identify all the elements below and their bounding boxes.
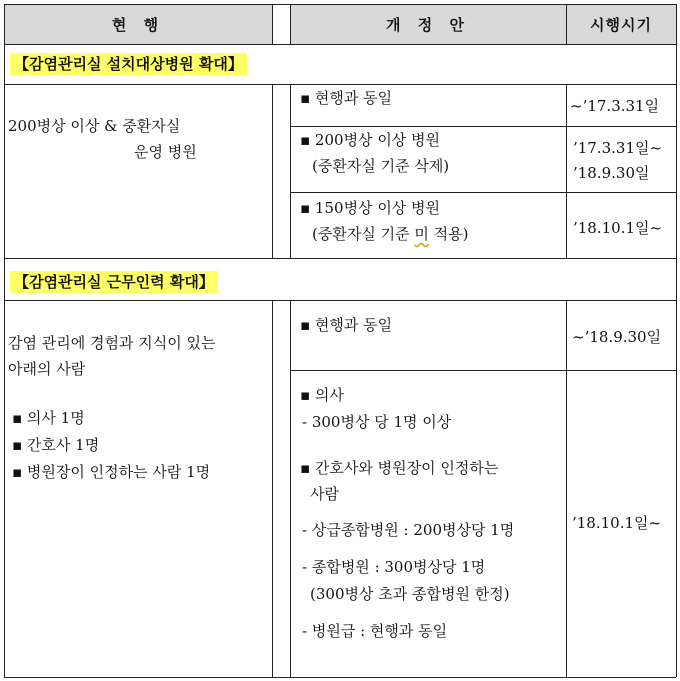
section1-row3-line1: ▪ 150병상 이상 병원 [300, 199, 441, 217]
section2-row1-date: ~’18.9.30일 [572, 328, 662, 346]
border-right [676, 4, 677, 677]
section2-row2-nurse-line1: ▪ 간호사와 병원장이 인정하는 [300, 459, 499, 477]
section2-row1-line1: ▪ 현행과 동일 [300, 316, 393, 334]
border-current-right-s2 [272, 300, 273, 677]
section2-row2-date: ’18.10.1일~ [572, 514, 662, 532]
section2-current-item2: ▪ 간호사 1명 [12, 436, 100, 454]
border-current-right-s1 [272, 84, 273, 258]
section2-row2-doctor: ▪ 의사 [300, 386, 344, 404]
section2-row2-sub2: - 종합병원 : 300병상당 1명 [302, 558, 486, 576]
header-current: 현 행 [4, 4, 272, 44]
border-effective-left-s2 [566, 300, 567, 677]
border-left [4, 4, 5, 677]
border-proposed-left-s2 [290, 300, 291, 677]
border-sec2-title-bottom [4, 300, 676, 301]
section2-row2-sub3: - 병원급 : 현행과 동일 [302, 622, 448, 640]
section1-row2-line2: (중환자실 기준 삭제) [312, 157, 450, 175]
border-proposed-left-s1 [290, 84, 291, 258]
section1-row3-date: ’18.10.1일~ [573, 219, 663, 237]
section1-row2-date1: ’17.3.31일~ [573, 139, 663, 157]
section2-row2-nurse-line2: 사람 [310, 485, 339, 503]
section1-row1-date: ~’17.3.31일 [570, 97, 660, 115]
section2-current-line2: 아래의 사람 [8, 360, 86, 378]
section1-row1-line1: ▪ 현행과 동일 [300, 89, 393, 107]
section2-row2-sub1: - 상급종합병원 : 200병상당 1명 [302, 521, 515, 539]
section1-row3-line2-pre: (중환자실 기준 [312, 225, 415, 243]
section1-row2-date2: ’18.9.30일 [573, 164, 650, 182]
header-effective: 시행시기 [566, 4, 676, 44]
section2-row2-sub2b: (300병상 초과 종합병원 한정) [310, 585, 510, 603]
section2-row2-doctor-sub: - 300병상 당 1명 이상 [302, 413, 452, 431]
border-row-a [290, 126, 676, 127]
border-proposed-left [290, 4, 291, 44]
section2-current-line1: 감염 관리에 경험과 지식이 있는 [8, 334, 216, 352]
section1-current-line1: 200병상 이상 & 중환자실 [8, 117, 181, 135]
border-sec1-bottom [4, 258, 676, 259]
header-proposed: 개 정 안 [290, 4, 566, 44]
border-current-right [272, 4, 273, 44]
border-effective-left [566, 4, 567, 44]
border-row-b [290, 192, 676, 193]
section1-current-line2: 운영 병원 [134, 143, 197, 161]
section1-row3-line2-post: 적용) [428, 225, 469, 243]
section1-title: 【감염관리실 설치대상병원 확대】 [10, 53, 247, 75]
section1-row3-line2-mark: 미 [414, 225, 429, 243]
border-sec1-title-bottom [4, 84, 676, 85]
section2-title: 【감염관리실 근무인력 확대】 [10, 271, 218, 293]
border-effective-left-s1 [566, 84, 567, 258]
section2-current-item3: ▪ 병원장이 인정하는 사람 1명 [12, 463, 211, 481]
border-bottom [4, 677, 676, 678]
border-top [4, 4, 676, 5]
border-header-bottom [4, 44, 676, 45]
section1-row3-line2 [312, 225, 468, 243]
section2-current-item1: ▪ 의사 1명 [12, 409, 85, 427]
border-sec2-row-a [290, 370, 676, 371]
section1-row2-line1: ▪ 200병상 이상 병원 [300, 131, 441, 149]
